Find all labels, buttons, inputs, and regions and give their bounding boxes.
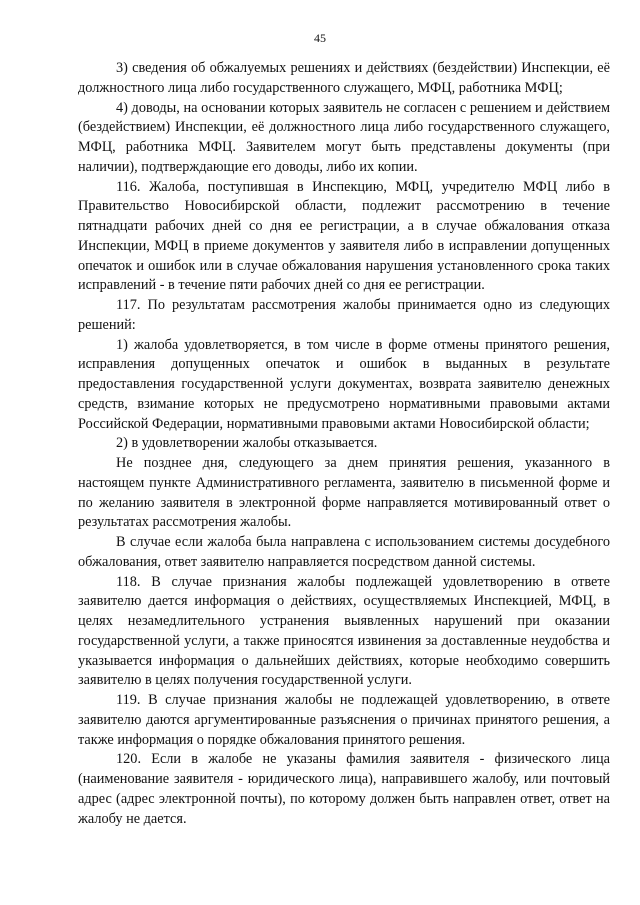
paragraph-clause-116: 116. Жалоба, поступившая в Инспекцию, МФЦ, учредителю МФЦ либо в Правительство Новосибирской области, подлежит рассмотрению в течение пятнадцати рабочих дней со дня ее регистрации, а в случае обжалования отказа Инспекции, МФЦ в приеме документов у заявителя либо в исправлении допущенных опечаток и ошибок или в случае обжалования нарушения установленного срока таких исправлений - в течение пяти рабочих дней со дня ее регистрации. xyxy=(78,178,610,294)
paragraph-item-3: 3) сведения об обжалуемых решениях и действиях (бездействии) Инспекции, её должностного лица либо государственного служащего, МФЦ, работника МФЦ; xyxy=(78,60,610,96)
paragraph-clause-118: 118. В случае признания жалобы подлежащей удовлетворению в ответе заявителю дается информация о действиях, осуществляемых Инспекцией, МФЦ, в целях незамедлительного устранения выявленных нарушений при оказании государственной услуги, а также приносятся извинения за доставленные неудобства и указывается информация о дальнейших действиях, которые необходимо совершить заявителю в целях получения государственной услуги. xyxy=(78,573,610,689)
paragraph-clause-117: 117. По результатам рассмотрения жалобы принимается одно из следующих решений: xyxy=(78,297,610,333)
paragraph-decision-2: 2) в удовлетворении жалобы отказывается. xyxy=(116,435,378,452)
document-body xyxy=(78,59,610,829)
paragraph-appeal-system: В случае если жалоба была направлена с использованием системы досудебного обжалования, ответ заявителю направляется посредством данной системы. xyxy=(78,534,610,570)
page-number: 45 xyxy=(314,31,326,45)
paragraph-item-4: 4) доводы, на основании которых заявитель не согласен с решением и действием (бездействием) Инспекции, её должностного лица либо государственного служащего, МФЦ, работника МФЦ. Заявителем могут быть представлены документы (при наличии), подтверждающие его доводы, либо их копии. xyxy=(78,99,610,175)
paragraph-response-deadline: Не позднее дня, следующего за днем принятия решения, указанного в настоящем пункте Административного регламента, заявителю в письменной форме и по желанию заявителя в электронной форме направляется мотивированный ответ о результатах рассмотрения жалобы. xyxy=(78,455,610,531)
paragraph-clause-119: 119. В случае признания жалобы не подлежащей удовлетворению, в ответе заявителю даются аргументированные разъяснения о причинах принятого решения, а также информация о порядке обжалования принятого решения. xyxy=(78,692,610,748)
paragraph-clause-120: 120. Если в жалобе не указаны фамилия заявителя - физического лица (наименование заявителя - юридического лица), направившего жалобу, или почтовый адрес (адрес электронной почты), по которому должен быть направлен ответ, ответ на жалобу не дается. xyxy=(78,751,610,827)
paragraph-decision-1: 1) жалоба удовлетворяется, в том числе в форме отмены принятого решения, исправления допущенных опечаток и ошибок в выданных в результате предоставления государственной услуги документах, возврата заявителю денежных средств, взимание которых не предусмотрено нормативными правовыми актами Российской Федерации, нормативными правовыми актами Новосибирской области; xyxy=(78,336,610,432)
